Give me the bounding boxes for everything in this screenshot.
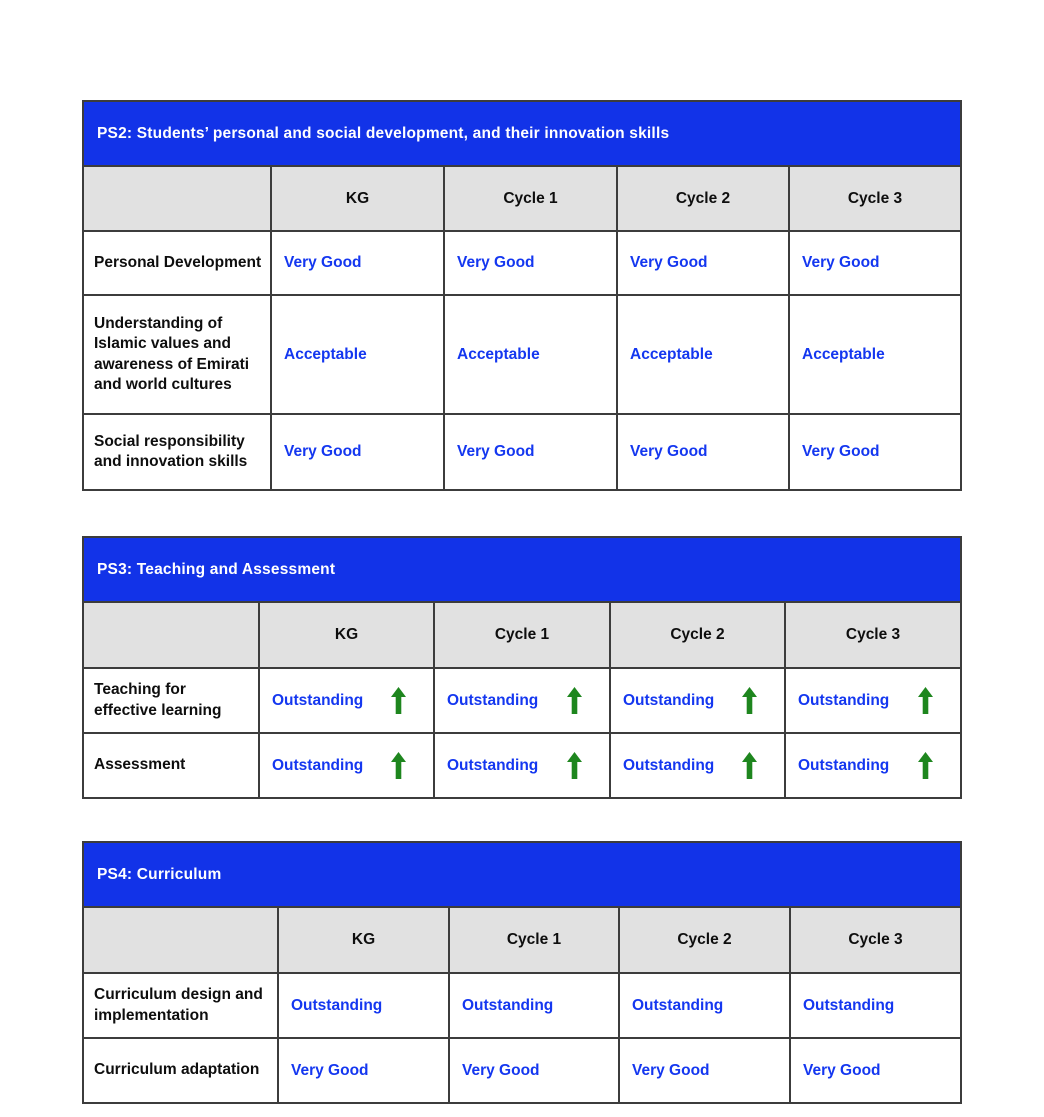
rating-content: [450, 1062, 618, 1080]
rating-cell: [617, 231, 789, 295]
section-header-row: [83, 101, 961, 166]
section-header-row: [83, 842, 961, 907]
rating-value: Acceptable: [457, 345, 540, 363]
rating-content: [260, 752, 433, 779]
rating-cell: [785, 668, 961, 733]
table-row: [83, 414, 961, 490]
rating-cell: [790, 973, 961, 1038]
table-row: [83, 295, 961, 414]
rating-content: [786, 687, 960, 714]
rating-value: Outstanding: [272, 756, 364, 774]
column-header-row: [83, 907, 961, 973]
up-arrow-icon: [742, 687, 757, 714]
up-arrow-icon: [918, 752, 933, 779]
rating-cell: [259, 668, 434, 733]
rating-content: [435, 752, 609, 779]
row-label: Teaching for effective learning: [83, 668, 259, 733]
rating-value: Outstanding: [803, 996, 895, 1014]
rating-value: Very Good: [457, 443, 535, 460]
rating-content: [786, 752, 960, 779]
rating-value: Outstanding: [447, 691, 539, 709]
rating-value: Outstanding: [623, 691, 715, 709]
column-header-cycle-3: Cycle 3: [789, 166, 961, 231]
rating-value: Very Good: [802, 443, 880, 460]
rating-content: [272, 254, 443, 272]
rating-value: Outstanding: [798, 756, 890, 774]
column-header-cycle-2: Cycle 2: [619, 907, 790, 973]
rating-content: [618, 254, 788, 272]
rating-content: [272, 346, 443, 364]
rating-cell: [444, 295, 617, 414]
rating-cell: [617, 414, 789, 490]
rating-cell: [619, 1038, 790, 1103]
rating-value: Very Good: [284, 254, 362, 271]
column-header-spacer: [83, 166, 271, 231]
rating-value: Very Good: [630, 443, 708, 460]
rating-value: Very Good: [457, 254, 535, 271]
up-arrow-icon: [918, 687, 933, 714]
rating-content: [790, 254, 960, 272]
row-label: Personal Development: [83, 231, 271, 295]
up-arrow-icon: [567, 752, 582, 779]
rating-value: Outstanding: [447, 756, 539, 774]
table-row: [83, 973, 961, 1038]
performance-standard-table: [82, 100, 962, 491]
rating-value: Outstanding: [291, 996, 383, 1014]
rating-content: [260, 687, 433, 714]
rating-value: Very Good: [802, 254, 880, 271]
rating-value: Outstanding: [798, 691, 890, 709]
rating-value: Very Good: [632, 1061, 710, 1079]
table-row: [83, 668, 961, 733]
column-header-cycle-2: Cycle 2: [617, 166, 789, 231]
table-ps2: [82, 100, 960, 491]
rating-value: Very Good: [462, 1061, 540, 1079]
rating-cell: [610, 668, 785, 733]
performance-standard-table: [82, 536, 962, 799]
rating-cell: [789, 231, 961, 295]
rating-content: [620, 1062, 789, 1080]
rating-value: Outstanding: [623, 756, 715, 774]
rating-cell: [278, 973, 449, 1038]
rating-cell: [789, 414, 961, 490]
performance-standard-table: [82, 841, 962, 1104]
up-arrow-icon: [742, 752, 757, 779]
rating-cell: [790, 1038, 961, 1103]
column-header-spacer: [83, 907, 278, 973]
rating-cell: [785, 733, 961, 798]
column-header-cycle-1: Cycle 1: [449, 907, 619, 973]
section-header-row: [83, 537, 961, 602]
row-label: Assessment: [83, 733, 259, 798]
rating-content: [435, 687, 609, 714]
rating-cell: [271, 414, 444, 490]
rating-content: [272, 443, 443, 461]
rating-cell: [278, 1038, 449, 1103]
rating-value: Very Good: [291, 1061, 369, 1079]
rating-content: [445, 443, 616, 461]
rating-content: [620, 997, 789, 1015]
rating-content: [618, 346, 788, 364]
column-header-cycle-2: Cycle 2: [610, 602, 785, 668]
rating-content: [791, 1062, 960, 1080]
rating-value: Acceptable: [802, 345, 885, 363]
column-header-kg: KG: [259, 602, 434, 668]
rating-content: [790, 346, 960, 364]
rating-value: Outstanding: [632, 996, 724, 1014]
up-arrow-icon: [567, 687, 582, 714]
column-header-cycle-1: Cycle 1: [434, 602, 610, 668]
rating-cell: [789, 295, 961, 414]
rating-content: [611, 687, 784, 714]
rating-value: Outstanding: [272, 691, 364, 709]
section-title: PS4: Curriculum: [83, 842, 961, 907]
row-label: Understanding of Islamic values and awareness of Emirati and world cultures: [83, 295, 271, 414]
rating-cell: [259, 733, 434, 798]
rating-value: Outstanding: [462, 996, 554, 1014]
table-ps3: [82, 536, 960, 799]
rating-value: Very Good: [284, 443, 362, 460]
rating-cell: [434, 733, 610, 798]
rating-content: [279, 997, 448, 1015]
column-header-cycle-3: Cycle 3: [790, 907, 961, 973]
rating-cell: [444, 414, 617, 490]
rating-cell: [271, 295, 444, 414]
rating-cell: [610, 733, 785, 798]
up-arrow-icon: [391, 687, 406, 714]
row-label: Social responsibility and innovation skills: [83, 414, 271, 490]
rating-content: [791, 997, 960, 1015]
rating-content: [445, 346, 616, 364]
column-header-cycle-1: Cycle 1: [444, 166, 617, 231]
rating-content: [790, 443, 960, 461]
rating-value: Very Good: [803, 1061, 881, 1079]
rating-value: Acceptable: [284, 345, 367, 363]
rating-cell: [449, 973, 619, 1038]
column-header-row: [83, 166, 961, 231]
rating-value: Very Good: [630, 254, 708, 271]
up-arrow-icon: [391, 752, 406, 779]
table-row: [83, 231, 961, 295]
section-title: PS3: Teaching and Assessment: [83, 537, 961, 602]
table-row: [83, 733, 961, 798]
rating-cell: [434, 668, 610, 733]
rating-content: [445, 254, 616, 272]
column-header-kg: KG: [271, 166, 444, 231]
table-ps4: [82, 841, 960, 1104]
rating-cell: [444, 231, 617, 295]
rating-value: Acceptable: [630, 345, 713, 363]
column-header-cycle-3: Cycle 3: [785, 602, 961, 668]
rating-content: [618, 443, 788, 461]
row-label: Curriculum adaptation: [83, 1038, 278, 1103]
rating-content: [279, 1062, 448, 1080]
column-header-row: [83, 602, 961, 668]
rating-cell: [619, 973, 790, 1038]
column-header-spacer: [83, 602, 259, 668]
rating-content: [611, 752, 784, 779]
rating-content: [450, 997, 618, 1015]
table-row: [83, 1038, 961, 1103]
row-label: Curriculum design and implementation: [83, 973, 278, 1038]
rating-cell: [271, 231, 444, 295]
section-title: PS2: Students’ personal and social development, and their innovation skills: [83, 101, 961, 166]
inspection-report: [82, 100, 1044, 1104]
rating-cell: [449, 1038, 619, 1103]
column-header-kg: KG: [278, 907, 449, 973]
rating-cell: [617, 295, 789, 414]
